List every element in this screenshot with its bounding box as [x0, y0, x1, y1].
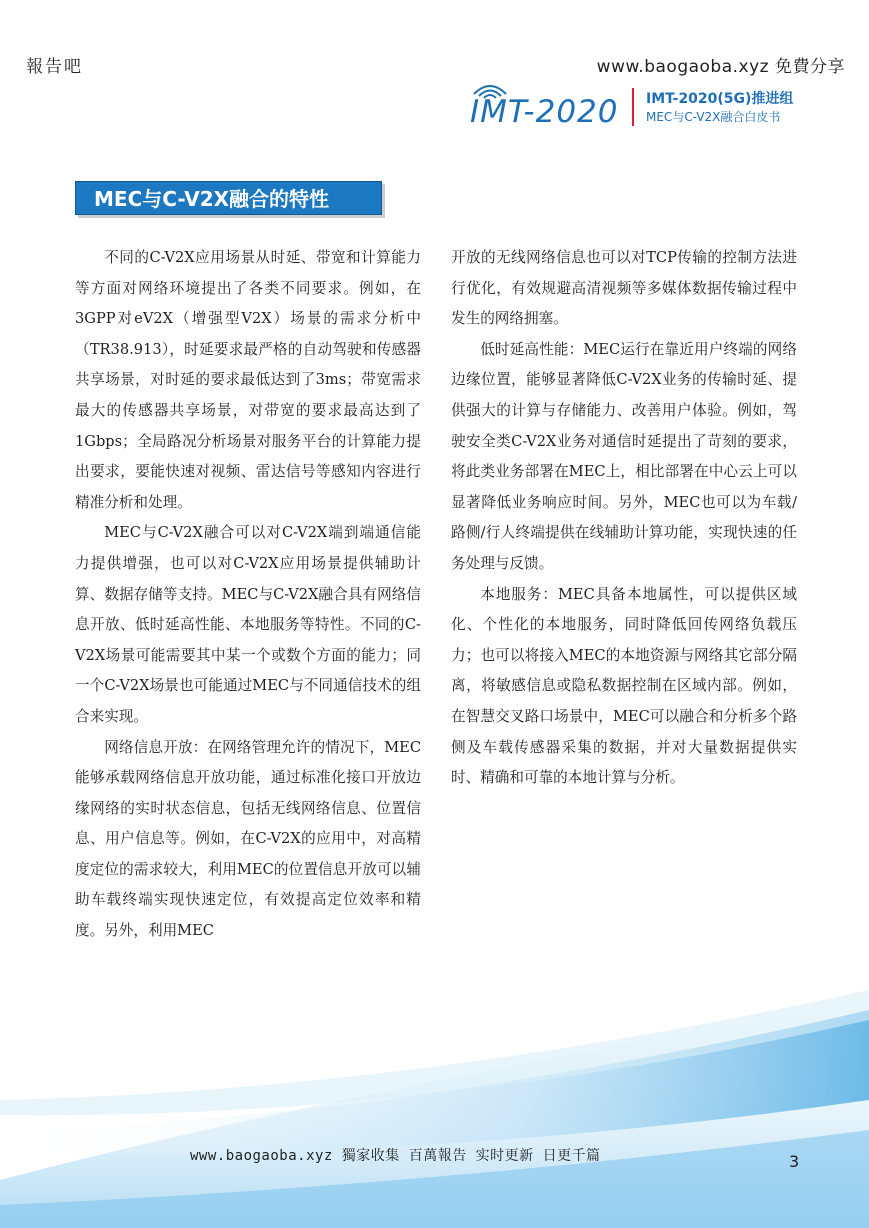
site-name: 報告吧	[26, 57, 83, 77]
site-url-slogan[interactable]: www.baogaoba.xyz 免費分享	[596, 57, 845, 77]
paragraph: 低时延高性能：MEC运行在靠近用户终端的网络边缘位置，能够显著降低C-V2X业务的传输时延、提供强大的计算与存储能力、改善用户体验。例如，驾驶安全类C-V2X业务对通信时延提出了苛刻的要求，将此类业务部署在MEC上，相比部署在中心云上可以显著降低业务响应时间。另外，MEC也可以为车载/路侧/行人终端提供在线辅助计算功能，实现快速的任务处理与反馈。	[451, 340, 797, 572]
footer-slogan[interactable]: www.baogaoba.xyz 獨家收集 百萬報告 实时更新 日更千篇	[190, 1148, 601, 1164]
logo-divider	[632, 88, 634, 126]
paragraph: 本地服务：MEC具备本地属性，可以提供区域化、个性化的本地服务，同时降低回传网络负载压力；也可以将接入MEC的本地资源与网络其它部分隔离，将敏感信息或隐私数据控制在区域内部。例如，在智慧交叉路口场景中，MEC可以融合和分析多个路侧及车载传感器采集的数据，并对大量数据提供实时、精确和可靠的本地计算与分析。	[451, 585, 797, 787]
section-title: MEC与C-V2X融合的特性	[75, 181, 382, 215]
imt2020-logo	[470, 80, 850, 136]
logo-doc-title: MEC与C-V2X融合白皮书	[646, 110, 781, 124]
page-number: 3	[789, 1152, 800, 1171]
right-column	[451, 243, 797, 794]
left-column	[75, 243, 421, 947]
paragraph: MEC与C-V2X融合可以对C-V2X端到端通信能力提供增强，也可以对C-V2X应用场景提供辅助计算、数据存储等支持。MEC与C-V2X融合具有网络信息开放、低时延高性能、本地服务等特性。不同的C-V2X场景可能需要其中某一个或数个方面的能力；同一个C-V2X场景也可能通过MEC与不同通信技术的组合来实现。	[75, 524, 421, 725]
paragraph: 不同的C-V2X应用场景从时延、带宽和计算能力等方面对网络环境提出了各类不同要求。例如，在3GPP对eV2X（增强型V2X）场景的需求分析中（TR38.913），时延要求最严格的自动驾驶和传感器共享场景，对时延的要求最低达到了3ms；带宽需求最大的传感器共享场景，对带宽的要求最高达到了1Gbps；全局路况分析场景对服务平台的计算能力提出要求，要能快速对视频、雷达信号等感知内容进行精准分析和处理。	[75, 249, 421, 511]
decorative-wave-background	[0, 980, 869, 1228]
logo-org-name: IMT-2020(5G)推进组	[646, 91, 794, 107]
paragraph-continued: 开放的无线网络信息也可以对TCP传输的控制方法进行优化，有效规避高清视频等多媒体数据传输过程中发生的网络拥塞。	[451, 249, 797, 328]
logo-mark: IMT-2020	[470, 94, 619, 130]
paragraph: 网络信息开放：在网络管理允许的情况下，MEC能够承载网络信息开放功能，通过标准化接口开放边缘网络的实时状态信息，包括无线网络信息、位置信息、用户信息等。例如，在C-V2X的应用中，对高精度定位的需求较大，利用MEC的位置信息开放可以辅助车载终端实现快速定位，有效提高定位效率和精度。另外，利用MEC	[75, 738, 421, 940]
